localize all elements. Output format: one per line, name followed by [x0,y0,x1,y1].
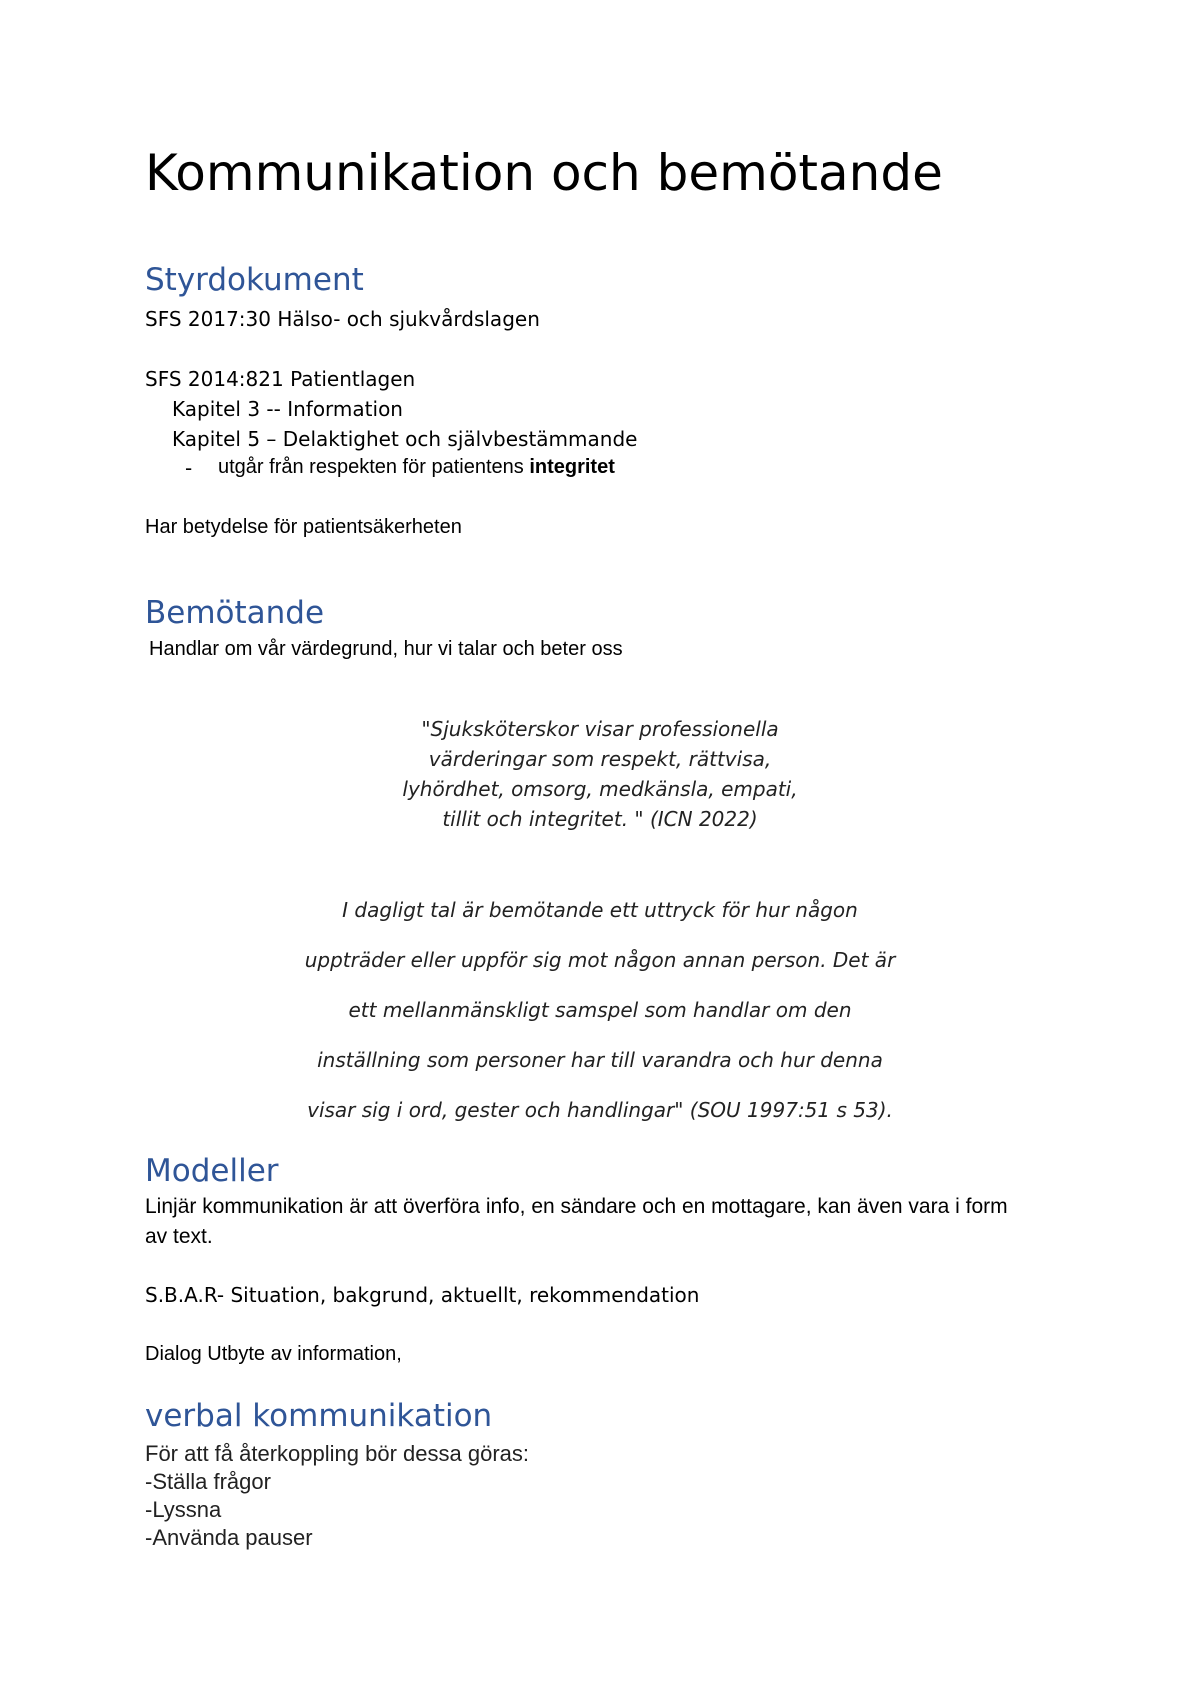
icn-quote-line: värderingar som respekt, rättvisa, [428,747,772,771]
page-title: Kommunikation och bemötande [145,144,943,202]
linear-communication-line: Linjär kommunikation är att överföra info, en sändare och en mottagare, kan även vara i form [145,1195,1008,1218]
bemotande-intro: Handlar om vår värdegrund, hur vi talar och beter oss [149,638,623,660]
sou-quote-line: ett mellanmänskligt samspel som handlar om den [348,998,852,1022]
chapter-3: Kapitel 3 -- Information [172,397,403,421]
linear-communication-line: av text. [145,1225,213,1248]
heading-styrdokument: Styrdokument [145,262,364,298]
sou-quote-line: visar sig i ord, gester och handlingar" (SOU 1997:51 s 53). [307,1098,893,1122]
patient-safety-note: Har betydelse för patientsäkerheten [145,516,462,538]
sou-quote-line: I dagligt tal är bemötande ett uttryck för hur någon [342,898,858,922]
sou-quote-line: uppträder eller uppför sig mot någon annan person. Det är [304,948,896,972]
icn-quote-line: tillit och integritet. " (ICN 2022) [442,807,758,831]
heading-verbal-kommunikation: verbal kommunikation [145,1398,493,1434]
bullet-item-integritet [218,456,615,479]
bullet-bold-word: integritet [529,456,615,478]
heading-modeller: Modeller [145,1153,279,1189]
verbal-list-item: -Använda pauser [145,1525,313,1550]
icn-quote-line: lyhördhet, omsorg, medkänsla, empati, [402,777,798,801]
icn-quote-line: "Sjuksköterskor visar professionella [421,717,779,741]
verbal-intro: För att få återkoppling bör dessa göras: [145,1441,529,1466]
heading-bemotande: Bemötande [145,595,325,631]
law-hsl: SFS 2017:30 Hälso- och sjukvårdslagen [145,307,540,331]
verbal-list-item: -Ställa frågor [145,1469,271,1494]
bullet-dash: - [185,456,193,480]
law-patientlagen: SFS 2014:821 Patientlagen [145,367,416,391]
verbal-list-item: -Lyssna [145,1497,222,1522]
dialog-text: Dialog Utbyte av information, [145,1343,402,1365]
bullet-text: utgår från respekten för patientens [218,456,530,478]
sou-quote-line: inställning som personer har till varandra och hur denna [317,1048,883,1072]
chapter-5: Kapitel 5 – Delaktighet och självbestämmande [172,427,638,451]
sbar-text: S.B.A.R- Situation, bakgrund, aktuellt, rekommendation [145,1283,700,1307]
